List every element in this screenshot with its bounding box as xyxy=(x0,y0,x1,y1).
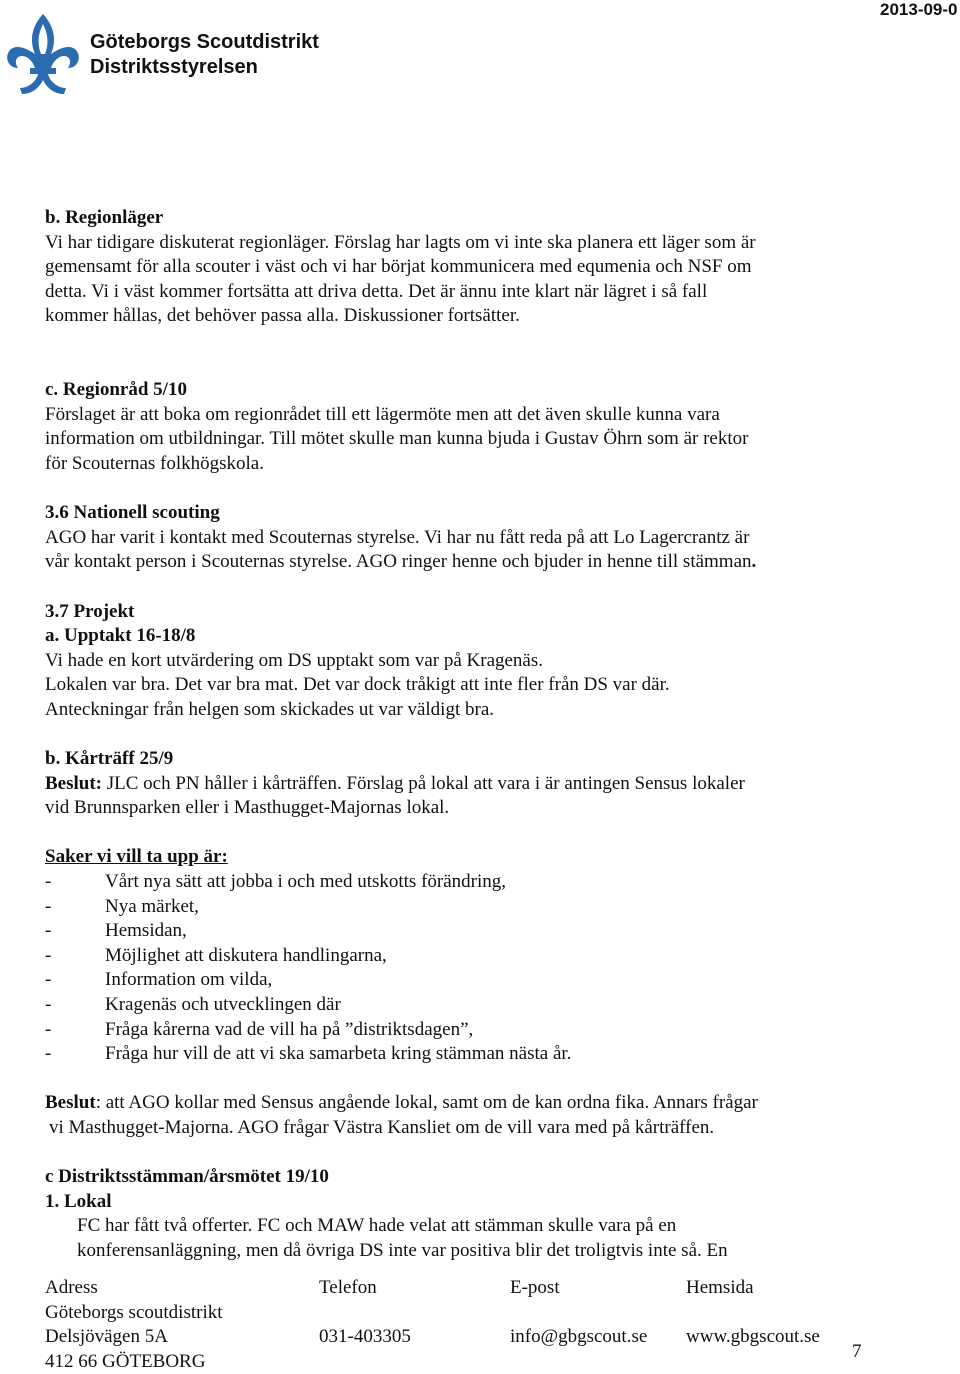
beslut-label: Beslut xyxy=(45,1092,96,1114)
footer-website-column xyxy=(686,1276,820,1350)
footer-address-column xyxy=(45,1276,223,1374)
list-dash: - xyxy=(45,944,52,966)
footer-website-label: Hemsida xyxy=(686,1277,754,1298)
list-heading: Saker vi vill ta upp är: xyxy=(45,846,228,868)
footer-org-name: Göteborgs scoutdistrikt xyxy=(45,1301,223,1323)
list-item xyxy=(45,1042,925,1067)
organization-name xyxy=(90,30,319,80)
footer-email-link[interactable]: info@gbgscout.se xyxy=(510,1326,648,1348)
paragraph-line: Anteckningar från helgen som skickades ut var väldigt bra. xyxy=(45,698,494,720)
list-item xyxy=(45,895,925,920)
paragraph-line: information om utbildningar. Till mötet skulle man kunna bjuda i Gustav Öhrn som är rektor xyxy=(45,428,749,450)
list-dash: - xyxy=(45,1018,52,1040)
list-item xyxy=(45,919,925,944)
section-heading: c. Regionråd 5/10 xyxy=(45,379,187,401)
section-heading: 3.7 Projekt xyxy=(45,600,135,622)
paragraph-line: vid Brunnsparken eller i Masthugget-Majornas lokal. xyxy=(45,797,450,819)
list-item xyxy=(45,993,925,1018)
list-dash: - xyxy=(45,969,52,991)
page-number: 7 xyxy=(852,1341,862,1362)
paragraph-text: vår kontakt person i Scouternas styrelse. AGO ringer henne och bjuder in henne till stämman xyxy=(45,551,752,573)
paragraph-line: konferensanläggning, men då övriga DS inte var positiva blir det troligtvis inte så. En xyxy=(77,1239,728,1261)
paragraph-line: kommer hållas, det behöver passa alla. Diskussioner fortsätter. xyxy=(45,305,520,327)
list-item-text: Fråga hur vill de att vi ska samarbeta kring stämman nästa år. xyxy=(105,1043,572,1065)
paragraph-line: Vi har tidigare diskuterat regionläger. Förslag har lagts om vi inte ska planera ett läger som är xyxy=(45,231,756,253)
document-date: 2013-09-0 xyxy=(880,0,958,19)
footer-postcode: 412 66 GÖTEBORG xyxy=(45,1350,206,1372)
list-item xyxy=(45,968,925,993)
list-item xyxy=(45,1018,925,1043)
paragraph-line: vi Masthugget-Majorna. AGO frågar Västra Kansliet om de vill vara med på kårträffen. xyxy=(49,1116,715,1138)
list-item-text: Hemsidan, xyxy=(105,920,187,942)
list-dash: - xyxy=(45,920,52,942)
footer-email-column xyxy=(510,1276,647,1350)
footer-address-label: Adress xyxy=(45,1277,98,1298)
list-dash: - xyxy=(45,871,52,893)
section-heading: c Distriktsstämman/årsmötet 19/10 xyxy=(45,1166,329,1188)
subsection-heading: 1. Lokal xyxy=(45,1190,112,1212)
footer-phone-column xyxy=(319,1276,411,1350)
paragraph-line: gemensamt för alla scouter i väst och vi har börjat kommunicera med equmenia och NSF om xyxy=(45,256,752,278)
paragraph-line: för Scouternas folkhögskola. xyxy=(45,452,264,474)
list-item-text: Nya märket, xyxy=(105,895,199,917)
list-item xyxy=(45,870,925,895)
list-item xyxy=(45,944,925,969)
section-heading: b. Regionläger xyxy=(45,207,164,228)
subsection-heading: b. Kårträff 25/9 xyxy=(45,748,174,770)
list-item-text: Fråga kårerna vad de vill ha på ”distriktsdagen”, xyxy=(105,1018,474,1040)
paragraph-line: Lokalen var bra. Det var bra mat. Det var dock tråkigt att inte fler från DS var där. xyxy=(45,674,670,696)
org-title: Göteborgs Scoutdistrikt xyxy=(90,31,319,53)
footer-email-label: E-post xyxy=(510,1277,560,1298)
paragraph-line: AGO har varit i kontakt med Scouternas styrelse. Vi har nu fått reda på att Lo Lagercrantz är xyxy=(45,526,750,548)
beslut-label: Beslut: xyxy=(45,772,102,794)
footer-street: Delsjövägen 5A xyxy=(45,1326,168,1348)
section-heading: 3.6 Nationell scouting xyxy=(45,502,220,524)
org-subtitle: Distriktsstyrelsen xyxy=(90,56,258,78)
list-item-text: Vårt nya sätt att jobba i och med utskotts förändring, xyxy=(105,871,507,893)
paragraph-line: Vi hade en kort utvärdering om DS upptakt som var på Kragenäs. xyxy=(45,649,544,671)
paragraph-line: detta. Vi i väst kommer fortsätta att driva detta. Det är ännu inte klart när lägret i så fall xyxy=(45,280,708,302)
paragraph-line xyxy=(45,772,925,797)
footer-phone-number: 031-403305 xyxy=(319,1326,411,1348)
list-item-text: Information om vilda, xyxy=(105,969,273,991)
paragraph-line xyxy=(45,1091,925,1116)
list-dash: - xyxy=(45,1043,52,1065)
list-dash: - xyxy=(45,895,52,917)
document-body xyxy=(45,206,925,1264)
paragraph-line xyxy=(45,550,925,575)
paragraph-text: JLC och PN håller i kårträffen. Förslag på lokal att vara i är antingen Sensus lokaler xyxy=(102,772,745,794)
subsection-heading: a. Upptakt 16-18/8 xyxy=(45,625,196,647)
fleur-de-lis-logo xyxy=(2,10,84,98)
paragraph-text: : att AGO kollar med Sensus angående lokal, samt om de kan ordna fika. Annars frågar xyxy=(95,1092,758,1114)
footer-website-link[interactable]: www.gbgscout.se xyxy=(686,1326,820,1348)
paragraph-line: FC har fått två offerter. FC och MAW hade velat att stämman skulle vara på en xyxy=(77,1215,677,1237)
list-dash: - xyxy=(45,994,52,1015)
footer-phone-label: Telefon xyxy=(319,1277,377,1298)
paragraph-line: Förslaget är att boka om regionrådet till ett lägermöte men att det även skulle kunna vara xyxy=(45,403,720,425)
list-item-text: Möjlighet att diskutera handlingarna, xyxy=(105,944,387,966)
bold-period: . xyxy=(751,551,757,573)
list-item-text: Kragenäs och utvecklingen där xyxy=(105,994,341,1015)
